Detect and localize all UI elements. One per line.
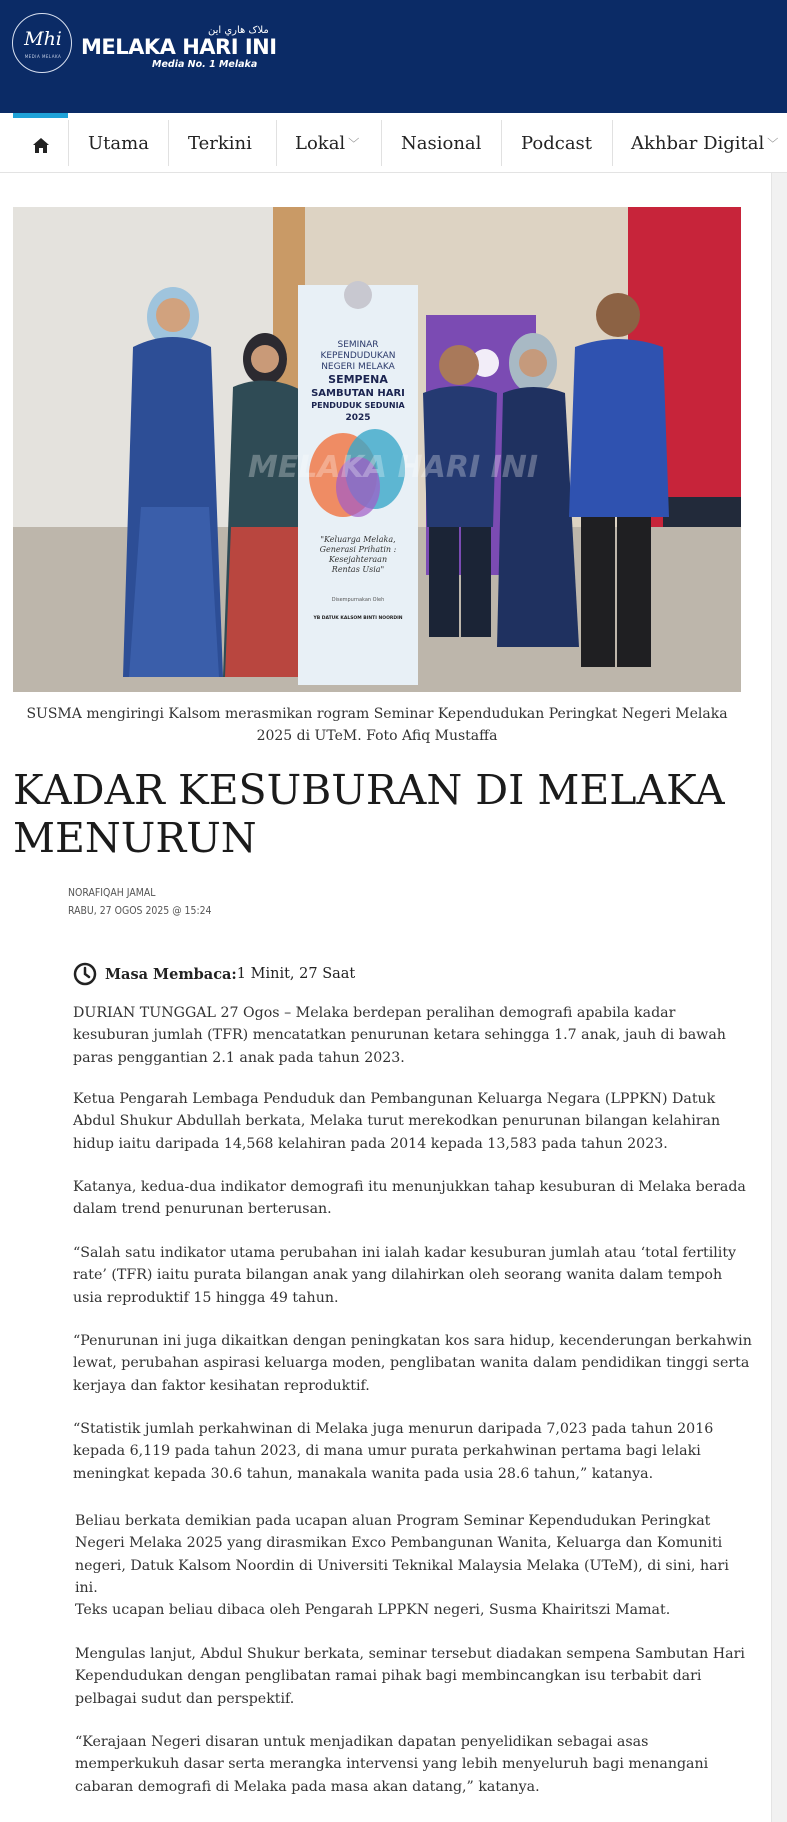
scrollbar[interactable] (771, 173, 787, 1822)
reading-time-label: Masa Membaca: (105, 965, 237, 983)
nav-divider (68, 120, 69, 166)
photo-illustration (13, 207, 741, 692)
chevron-down-icon: ﹀ (348, 137, 360, 150)
site-title-jawi: ملاک هاري اين (208, 25, 269, 36)
clock-icon (73, 962, 97, 986)
nav-home[interactable] (13, 113, 68, 173)
chevron-down-icon: ﹀ (767, 137, 779, 150)
logo-small-text: MEDIA MELAKA (24, 54, 62, 59)
article-paragraph: “Penurunan ini juga dikaitkan dengan peningkatan kos sara hidup, kecenderungan berkahwin lewat, perubahan aspirasi keluarga moden, penglibatan wanita dalam pendidikan tinggi serta kerjaya dan faktor kesihatan reproduktif. (73, 1333, 752, 1394)
banner-officiant: YB DATUK KALSOM BINTI NOORDIN (313, 616, 403, 621)
banner-quote-4: Rentas Usia" (331, 565, 385, 574)
nav-item-utama[interactable]: Utama (88, 132, 149, 154)
article-paragraph: DURIAN TUNGGAL 27 Ogos – Melaka berdepan peralihan demografi apabila kadar kesuburan jumlah (TFR) mencatatkan penurunan ketara sehingga 1.7 anak, jauh di bawah paras penggantian 2.1 anak pada tahun 2023. (73, 1005, 726, 1066)
nav-divider (381, 120, 382, 166)
article-photo (13, 207, 741, 692)
banner-quote-2: Generasi Prihatin : (319, 545, 397, 554)
nav-divider (168, 120, 169, 166)
article-paragraph: Teks ucapan beliau dibaca oleh Pengarah LPPKN negeri, Susma Khairitszi Mamat. (75, 1602, 671, 1618)
author-name[interactable]: NORAFIQAH JAMAL (68, 886, 156, 899)
banner-line-6: PENDUDUK SEDUNIA (311, 401, 405, 410)
site-logo[interactable] (12, 13, 72, 73)
publish-date: RABU, 27 OGOS 2025 @ 15:24 (68, 904, 212, 917)
nav-item-akhbar-digital[interactable]: Akhbar Digital ﹀ (631, 132, 779, 154)
nav-divider (501, 120, 502, 166)
article-paragraph: Beliau berkata demikian pada ucapan aluan Program Seminar Kependudukan Peringkat Negeri Melaka 2025 yang dirasmikan Exco Pembangunan Wanita, Keluarga dan Komuniti negeri, Datuk Kalsom Noordin di Universiti Teknikal Malaysia Melaka (UTeM), di sini, hari ini. (75, 1513, 729, 1596)
article-paragraph: “Statistik jumlah perkahwinan di Melaka juga menurun daripada 7,023 pada tahun 2016 kepada 6,119 pada tahun 2023, di mana umur purata perkahwinan pertama bagi lelaki meningkat kepada 30.6 tahun, manakala wanita pada usia 28.6 tahun,” katanya. (73, 1421, 714, 1482)
nav-item-nasional[interactable]: Nasional (401, 132, 482, 154)
banner-line-4: SEMPENA (328, 373, 388, 386)
banner-quote-1: "Keluarga Melaka, (320, 535, 396, 544)
banner-line-3: NEGERI MELAKA (321, 362, 395, 372)
home-icon (33, 138, 49, 153)
nav-divider (612, 120, 613, 166)
article-headline: KADAR KESUBURAN DI MELAKA MENURUN (13, 766, 725, 862)
photo-caption: SUSMA mengiringi Kalsom merasmikan rogram Seminar Kependudukan Peringkat Negeri Melaka 2025 di UTeM. Foto Afiq Mustaffa (26, 706, 728, 744)
banner-quote-3: Kesejahteraan (328, 555, 388, 564)
site-title[interactable]: MELAKA HARI INI (81, 35, 277, 59)
reading-time (73, 962, 355, 986)
nav-item-terkini[interactable]: Terkini (188, 132, 252, 154)
banner-sub: Disempurnakan Oleh (331, 597, 385, 603)
banner-line-2: KEPENDUDUKAN (320, 351, 396, 361)
article-paragraph: “Kerajaan Negeri disaran untuk menjadikan dapatan penyelidikan sebagai asas memperkukuh dasar serta merangka intervensi yang lebih menyeluruh bagi menangani cabaran demografi di Melaka pada masa akan datang,” katanya. (75, 1734, 709, 1795)
nav-divider (276, 120, 277, 166)
article-paragraph: Ketua Pengarah Lembaga Penduduk dan Pembangunan Keluarga Negara (LPPKN) Datuk Abdul Shukur Abdullah berkata, Melaka turut merekodkan penurunan bilangan kelahiran hidup iaitu daripada 14,568 kelahiran pada 2014 kepada 13,583 pada tahun 2023. (73, 1091, 721, 1152)
nav-item-podcast[interactable]: Podcast (521, 132, 593, 154)
photo-watermark: MELAKA HARI INI (247, 450, 539, 485)
site-tagline: Media No. 1 Melaka (152, 59, 258, 70)
article-paragraph: “Salah satu indikator utama perubahan ini ialah kadar kesuburan jumlah atau ‘total fertility rate’ (TFR) iaitu purata bilangan anak yang dilahirkan oleh seorang wanita dalam tempoh usia reproduktif 15 hingga 49 tahun. (73, 1245, 737, 1306)
banner-line-7: 2025 (345, 413, 371, 423)
logo-mark: Mhi (24, 28, 62, 50)
article-paragraph: Mengulas lanjut, Abdul Shukur berkata, seminar tersebut diadakan sempena Sambutan Hari Kependudukan dengan penglibatan ramai pihak bagi membincangkan isu terbabit dari pelbagai sudut dan perspektif. (75, 1646, 745, 1707)
reading-time-value: 1 Minit, 27 Saat (236, 966, 356, 982)
banner-line-5: SAMBUTAN HARI (311, 388, 405, 399)
article-byline (68, 884, 212, 920)
nav-item-lokal[interactable]: Lokal ﹀ (295, 132, 360, 154)
banner-line-1: SEMINAR (337, 340, 379, 350)
site-header (0, 0, 787, 113)
main-nav (0, 113, 787, 173)
article-paragraph: Katanya, kedua-dua indikator demografi itu menunjukkan tahap kesuburan di Melaka berada dalam trend penurunan berterusan. (73, 1179, 746, 1218)
